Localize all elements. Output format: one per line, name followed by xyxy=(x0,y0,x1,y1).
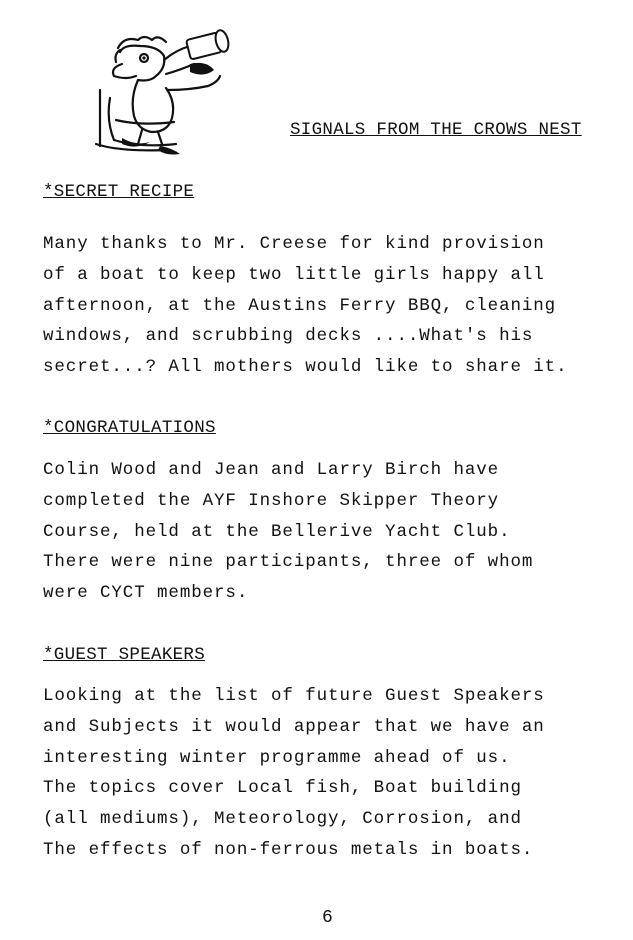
text-line: completed the AYF Inshore Skipper Theory xyxy=(43,490,500,511)
text-line: windows, and scrubbing decks ....What's his xyxy=(43,326,534,347)
text-line: Looking at the list of future Guest Speakers xyxy=(43,686,545,706)
text-line: afternoon, at the Austins Ferry BBQ, cleaning xyxy=(43,295,557,316)
section-body-congratulations xyxy=(43,455,533,609)
text-line: secret...? All mothers would like to share it. xyxy=(43,357,568,378)
text-line: interesting winter programme ahead of us. xyxy=(43,747,511,768)
section-heading-guest-speakers: *GUEST SPEAKERS xyxy=(43,645,206,665)
page-number: 6 xyxy=(322,908,333,928)
text-line: were CYCT members. xyxy=(43,583,249,604)
section-heading-secret-recipe: *SECRET RECIPE xyxy=(43,182,195,202)
text-line: The topics cover Local fish, Boat building xyxy=(43,778,522,799)
text-line: of a boat to keep two little girls happy all xyxy=(43,264,545,285)
page-title: SIGNALS FROM THE CROWS NEST xyxy=(290,120,582,140)
text-line: There were nine participants, three of whom xyxy=(43,552,534,573)
section-heading-congratulations: *CONGRATULATIONS xyxy=(43,418,216,438)
text-line: Colin Wood and Jean and Larry Birch have xyxy=(43,460,500,480)
text-line: Course, held at the Bellerive Yacht Club. xyxy=(43,521,511,542)
crow-lookout-illustration xyxy=(80,20,240,165)
text-line: Many thanks to Mr. Creese for kind provision xyxy=(43,234,545,254)
section-body-secret-recipe xyxy=(43,229,567,383)
text-line: (all mediums), Meteorology, Corrosion, and xyxy=(43,809,522,830)
text-line: The effects of non-ferrous metals in boats. xyxy=(43,839,534,860)
section-body-guest-speakers xyxy=(43,681,545,866)
text-line: and Subjects it would appear that we have an xyxy=(43,716,545,737)
